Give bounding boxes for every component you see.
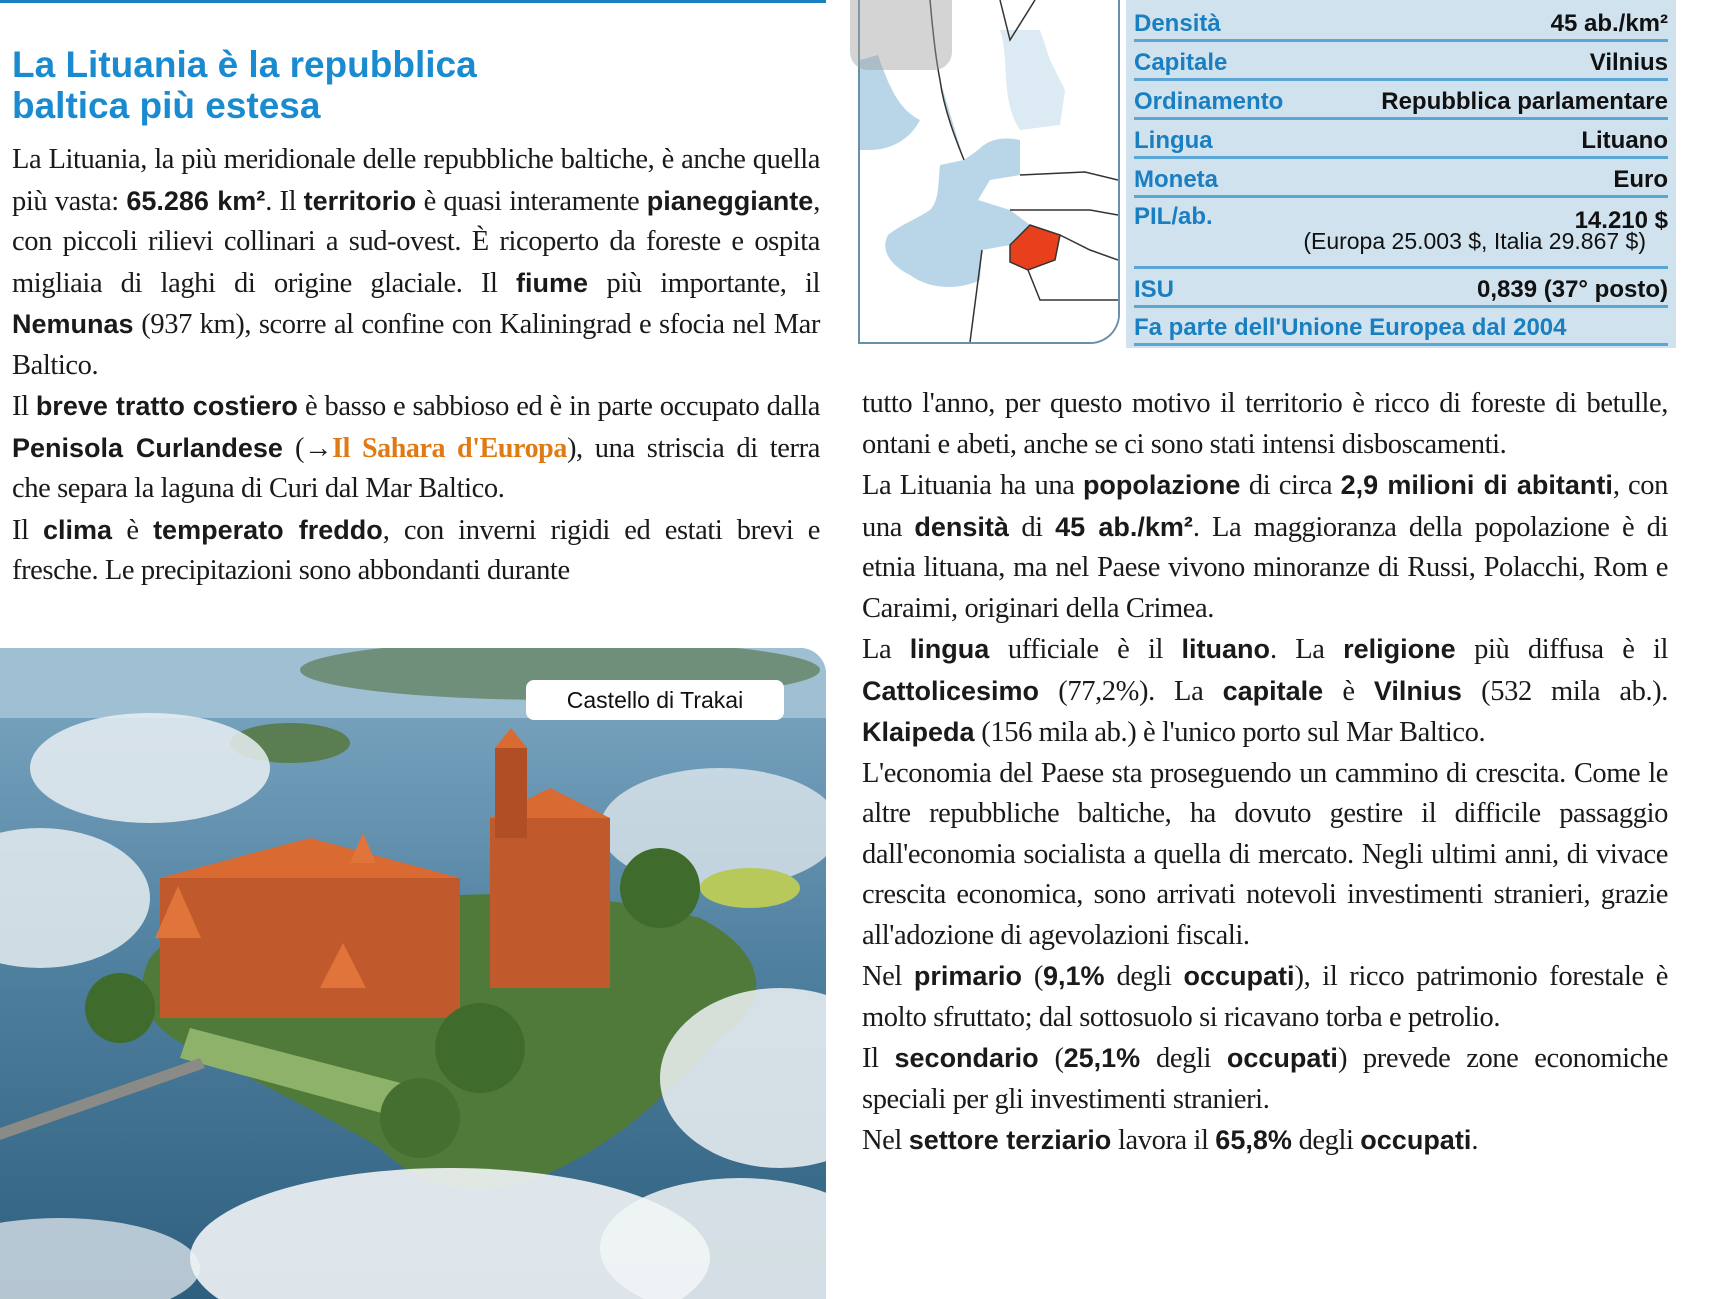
- fact-row-capital: [1134, 43, 1668, 81]
- bold-term: fiume: [516, 267, 589, 298]
- fact-row-eu: [1134, 308, 1668, 346]
- bold-term: Nemunas: [12, 309, 134, 339]
- bold-term: 25,1%: [1063, 1043, 1141, 1073]
- bold-term: popolazione: [1082, 470, 1241, 500]
- top-rule: [0, 0, 826, 3]
- fact-label: PIL/ab.: [1134, 203, 1213, 230]
- bold-term: Klaipeda: [862, 717, 975, 747]
- fact-row-government: [1134, 82, 1668, 120]
- bold-term: primario: [913, 961, 1022, 991]
- paragraph-climate: Il clima è temperato freddo, con inverni rigidi ed estati brevi e fresche. Le precipitazioni sono abbondanti durante: [12, 514, 820, 586]
- bold-term: pianeggiante: [646, 185, 814, 216]
- title-line-1: La Lituania è la repubblica: [12, 44, 477, 85]
- text-column-left: [12, 140, 820, 592]
- bold-term: occupati: [1183, 961, 1295, 991]
- bold-term: 9,1%: [1043, 961, 1105, 991]
- bold-term: breve tratto costiero: [35, 391, 298, 421]
- bold-term: secondario: [894, 1043, 1039, 1073]
- paragraph-tertiary-sector: Nel settore terziario lavora il 65,8% degli occupati.: [862, 1125, 1479, 1156]
- fact-value: Repubblica parlamentare: [1381, 88, 1668, 115]
- paragraph-population: La Lituania ha una popolazione di circa 2,9 milioni di abitanti, con una densità di 45 ab./km². La maggioranza della popolazione è di etnia lituana, ma nel Paese vivono minoranze di Russi, Polacchi, Rom e Caraimi, originari della Crimea.: [862, 470, 1668, 624]
- bold-term: occupati: [1360, 1125, 1472, 1155]
- fact-label: Densità: [1134, 10, 1221, 37]
- paragraph-secondary-sector: Il secondario (25,1% degli occupati) prevede zone economiche speciali per gli investimenti stranieri.: [862, 1043, 1668, 1115]
- bold-term: 65.286 km²: [126, 185, 266, 216]
- bold-term: settore terziario: [908, 1125, 1112, 1155]
- page-title: [12, 44, 812, 126]
- fact-value: Euro: [1613, 166, 1668, 193]
- cross-reference-link[interactable]: Il Sahara d'Europa: [332, 432, 567, 464]
- fact-value: 45 ab./km²: [1550, 10, 1668, 37]
- bold-term: occupati: [1226, 1043, 1338, 1073]
- title-line-2: baltica più estesa: [12, 85, 321, 126]
- fact-eu-membership: Fa parte dell'Unione Europea dal 2004: [1134, 314, 1567, 341]
- fact-value: 0,839 (37° posto): [1477, 276, 1668, 303]
- fact-value: Lituano: [1581, 127, 1668, 154]
- paragraph-territory: La Lituania, la più meridionale delle repubbliche baltiche, è anche quella più vasta: 65.286 km². Il territorio è quasi interamente pianeggiante, con piccoli rilievi collinari a sud-ovest. È ricoperto da foreste e ospita migliaia di laghi di origine glaciale. Il fiume più importante, il Nemunas (937 km), scorre al confine con Kaliningrad e sfocia nel Mar Baltico.: [12, 144, 821, 381]
- bold-term: religione: [1343, 634, 1456, 664]
- trakai-castle-photo: [0, 648, 826, 1299]
- fact-value: Vilnius: [1589, 49, 1668, 76]
- bold-term: temperato freddo: [153, 514, 383, 545]
- photo-caption: Castello di Trakai: [526, 680, 784, 720]
- bold-term: 45 ab./km²: [1055, 511, 1193, 542]
- paragraph-primary-sector: Nel primario (9,1% degli occupati), il ricco patrimonio forestale è molto sfruttato; dal sottosuolo si ricavano torba e petrolio.: [862, 961, 1668, 1033]
- fact-value: 14.210 $: [1574, 207, 1668, 234]
- paragraph-coast: Il breve tratto costiero è basso e sabbioso ed è in parte occupato dalla Penisola Curlandese (→Il Sahara d'Europa), una striscia di terra che separa la laguna di Curi dal Mar Baltico.: [12, 391, 820, 504]
- fact-row-hdi: [1134, 270, 1668, 308]
- fact-gdp-comparison: (Europa 25.003 $, Italia 29.867 $): [1303, 228, 1646, 254]
- bold-term: lingua: [909, 634, 990, 664]
- fact-label: Ordinamento: [1134, 88, 1284, 115]
- fact-label: Moneta: [1134, 166, 1218, 193]
- compass-rose-icon: [850, 0, 952, 70]
- bold-term: capitale: [1222, 675, 1324, 706]
- fact-row-density: [1134, 4, 1668, 42]
- bold-term: Penisola Curlandese: [12, 432, 283, 463]
- text-column-right: [862, 384, 1668, 1162]
- paragraph-language-religion: La lingua ufficiale è il lituano. La religione più diffusa è il Cattolicesimo (77,2%). La capitale è Vilnius (532 mila ab.). Klaipeda (156 mila ab.) è l'unico porto sul Mar Baltico.: [862, 634, 1669, 748]
- fact-table: [1126, 0, 1676, 348]
- fact-label: ISU: [1134, 276, 1175, 303]
- paragraph-economy: L'economia del Paese sta proseguendo un cammino di crescita. Come le altre repubbliche baltiche, ha dovuto gestire il difficile passaggio dall'economia socialista a quella di mercato. Negli ultimi anni, di vivace crescita economica, sono arrivati notevoli investimenti stranieri, grazie all'adozione di agevolazioni fiscali.: [862, 757, 1668, 951]
- fact-label: Lingua: [1134, 127, 1213, 154]
- bold-term: Vilnius: [1373, 675, 1462, 706]
- fact-row-language: [1134, 121, 1668, 159]
- bold-term: densità: [914, 511, 1009, 542]
- bold-term: Cattolicesimo: [862, 675, 1040, 706]
- bold-term: territorio: [303, 185, 417, 216]
- fact-row-currency: [1134, 160, 1668, 198]
- fact-label: Capitale: [1134, 49, 1228, 76]
- bold-term: clima: [43, 514, 113, 545]
- paragraph-forests: tutto l'anno, per questo motivo il territorio è ricco di foreste di betulle, ontani e abeti, anche se ci sono stati intensi disboscamenti.: [862, 388, 1668, 460]
- bold-term: lituano: [1181, 634, 1271, 664]
- bold-term: 65,8%: [1215, 1125, 1292, 1155]
- bold-term: 2,9 milioni di abitanti: [1340, 470, 1613, 500]
